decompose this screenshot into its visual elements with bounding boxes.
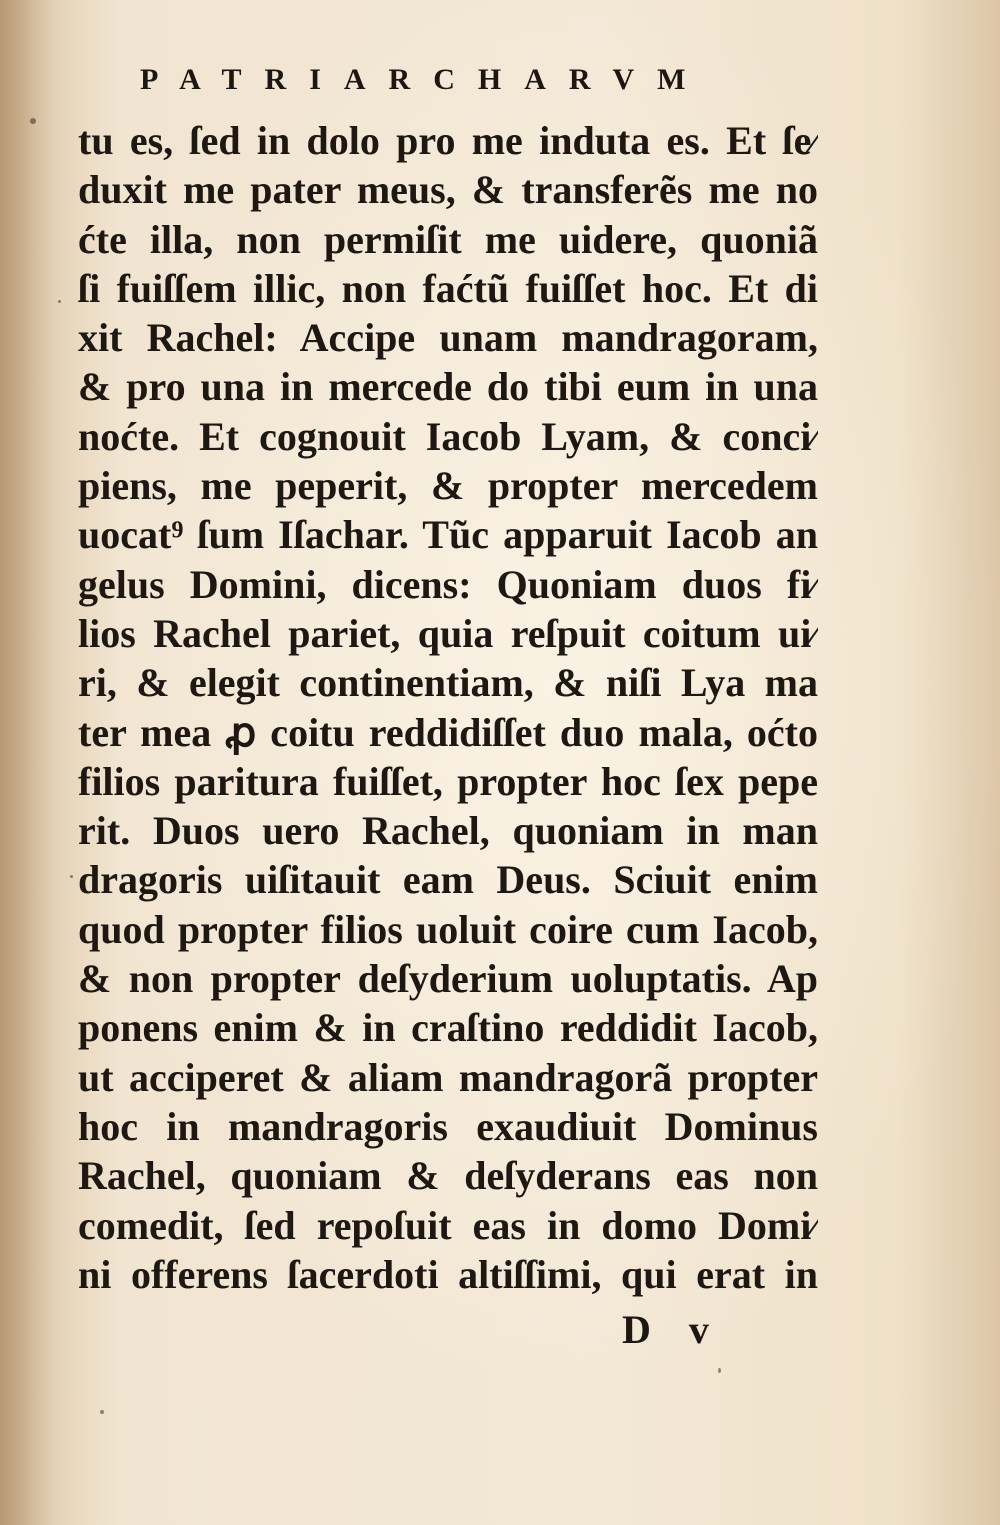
text-line: filios paritura fuiſſet, propter hoc ſex pepe [78,758,818,804]
text-line: quod propter filios uoluit coire cum Iacob, [78,906,818,952]
text-line: ri, & elegit continentiam, & niſi Lya ma [78,660,818,706]
text-line: dragoris uiſitauit eam Deus. Sciuit enim [78,857,818,903]
text-line: Rachel, quoniam & deſyderans eas non [78,1153,818,1199]
text-line: noćte. Et cognouit Iacob Lyam, & conci⁄ [78,413,818,459]
signature-mark: D v [622,1307,723,1352]
text-line: ponens enim & in craſtino reddidit Iacob, [78,1005,818,1051]
text-line: comedit, ſed repoſuit eas in domo Domi⁄ [78,1202,818,1248]
text-line: ter mea ꝓ coitu reddidiſſet duo mala, oćto [78,709,818,755]
text-line: ut acciperet & aliam mandragorã propter [78,1054,818,1100]
ink-speck [30,118,36,124]
text-line: uocat⁹ ſum Iſachar. Tũc apparuit Iacob an [78,512,818,558]
ink-speck [70,875,73,878]
text-line: rit. Duos uero Rachel, quoniam in man [78,808,818,854]
text-line: piens, me peperit, & propter mercedem [78,463,818,509]
running-head: PATRIARCHARVM [140,63,709,96]
text-line: ſi fuiſſem illic, non faćtũ fuiſſet hoc. Et di [78,265,818,311]
text-line: xit Rachel: Accipe unam mandragoram, [78,315,818,361]
text-line: & pro una in mercede do tibi eum in una [78,364,818,410]
text-line: & non propter deſyderium uoluptatis. Ap [78,956,818,1002]
text-line: lios Rachel pariet, quia reſpuit coitum ui⁄ [78,610,818,656]
text-line: gelus Domini, dicens: Quoniam duos fi⁄ [78,561,818,607]
text-line: tu es, ſed in dolo pro me induta es. Et ſe⁄ [78,118,818,163]
text-line: hoc in mandragoris exaudiuit Dominus [78,1103,818,1149]
text-line: ćte illa, non permiſit me uidere, quoniã [78,216,818,262]
page-gutter-shadow [0,0,60,1525]
ink-speck [100,1410,104,1414]
body-text [78,116,818,1299]
text-line: ni offerens ſacerdoti altiſſimi, qui erat in [78,1251,818,1297]
ink-speck [58,300,61,303]
ink-speck [718,1368,721,1373]
text-line: duxit me pater meus, & transferẽs me no [78,167,818,213]
